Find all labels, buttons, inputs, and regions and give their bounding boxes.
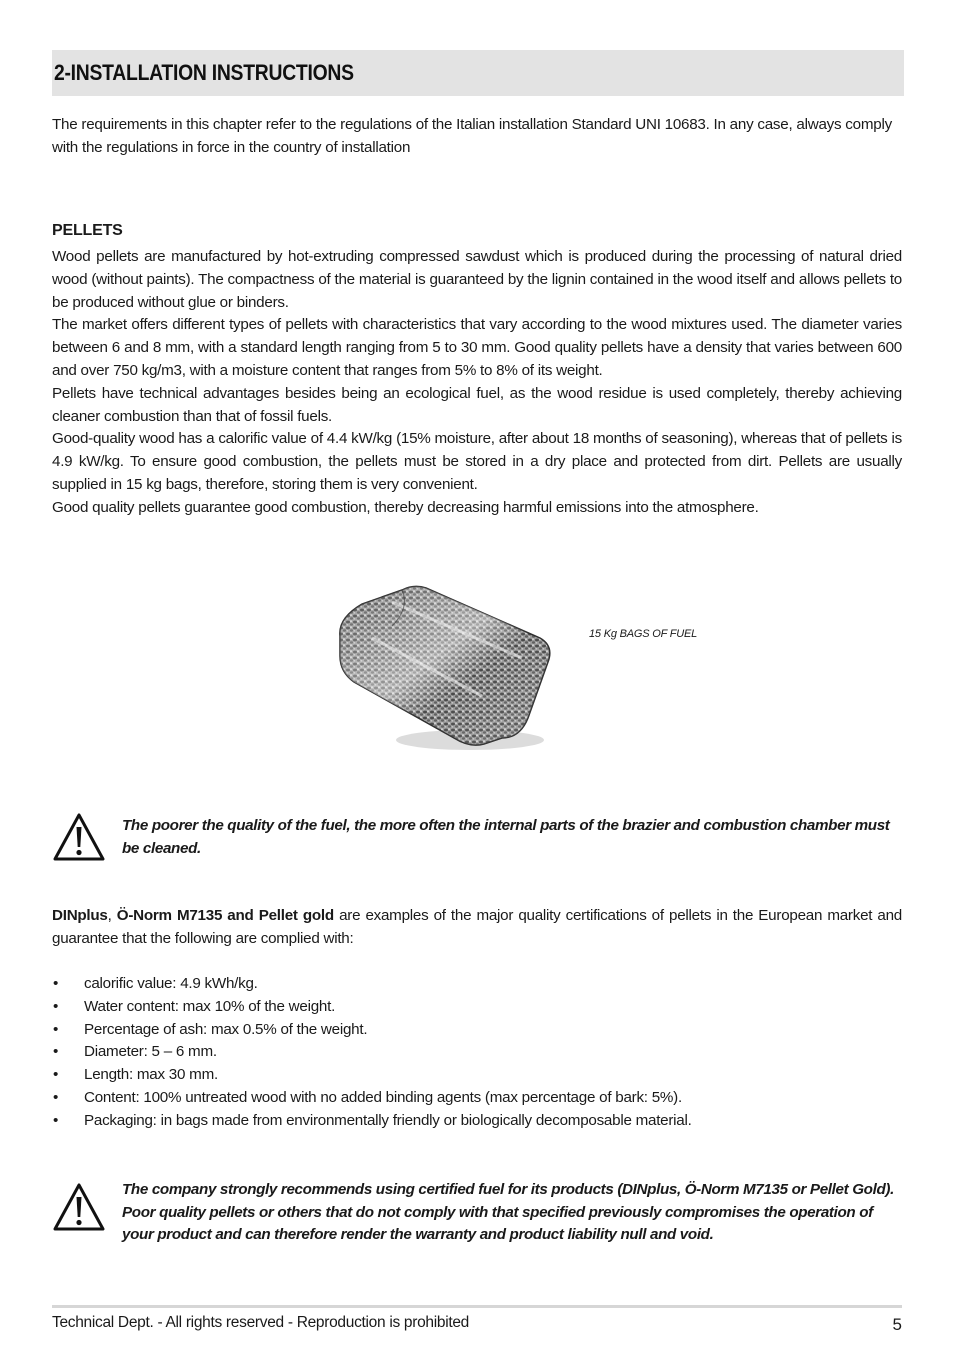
pellets-heading: PELLETS (52, 222, 123, 239)
footer-divider (52, 1305, 902, 1308)
certified-fuel-warning: The company strongly recommends using certified fuel for its products (DINplus, Ö-Norm M7135 or Pellet Gold). Poor quality pellets or others that do not comply with that specified previously compromises the operation of your product and can therefore render the warranty and product liability null and void. (122, 1181, 894, 1244)
pellets-paragraph-2: The market offers different types of pellets with characteristics that vary according to the wood mixtures used. The diameter varies between 6 and 8 mm, with a standard length ranging from 5 to 30 mm. Good quality pellets have a density that varies between 600 and over 750 kg/m3, with a moisture content that ranges from 5% to 8% of its weight. (52, 316, 902, 379)
list-item: • calorific value: 4.9 kWh/kg. (52, 973, 902, 996)
list-item: • Length: max 30 mm. (52, 1064, 902, 1087)
cert-onorm-pellet-gold: Ö-Norm M7135 and Pellet gold (116, 907, 334, 924)
requirements-list (52, 973, 902, 1133)
fuel-quality-warning: The poorer the quality of the fuel, the more often the internal parts of the brazier and combustion chamber must be cleaned. (122, 817, 890, 857)
pellets-paragraph-1: Wood pellets are manufactured by hot-extruding compressed sawdust which is produced during the processing of natural dried wood (without paints). The compactness of the material is guaranteed by the lignin contained in the wood itself and allows pellets to be produced without glue or binders. (52, 248, 902, 311)
cert-dinplus: DINplus (52, 907, 108, 924)
pellets-paragraph-4: Good-quality wood has a calorific value of 4.4 kW/kg (15% moisture, after about 18 months of seasoning), whereas that of pellets is 4.9 kW/kg. To ensure good combustion, the pellets must be stored in a dry place and protected from dirt. Pellets are usually supplied in 15 kg bags, therefore, storing them is very convenient. (52, 430, 902, 493)
list-item: • Content: 100% untreated wood with no added binding agents (max percentage of bark: 5%). (52, 1087, 902, 1110)
section-title: 2-INSTALLATION INSTRUCTIONS (54, 60, 354, 85)
certifications-paragraph (52, 905, 902, 951)
cert-description: are examples of the major quality certifications of pellets in the European market and guarantee that the following are complied with: (52, 907, 902, 947)
page-number: 5 (892, 1315, 902, 1334)
pellets-body (52, 246, 902, 520)
pellets-paragraph-5: Good quality pellets guarantee good combustion, thereby decreasing harmful emissions into the atmosphere. (52, 498, 759, 516)
list-item: • Water content: max 10% of the weight. (52, 996, 902, 1019)
list-item: • Packaging: in bags made from environmentally friendly or biologically decomposable material. (52, 1110, 902, 1133)
cert-separator: , (107, 907, 117, 924)
section-title-bar (52, 50, 904, 96)
list-item: • Percentage of ash: max 0.5% of the weight. (52, 1019, 902, 1042)
footer-copyright: Technical Dept. - All rights reserved - Reproduction is prohibited (52, 1314, 469, 1331)
pellets-paragraph-3: Pellets have technical advantages besides being an ecological fuel, as the wood residue is used completely, thereby achieving cleaner combustion than that of fossil fuels. (52, 384, 902, 425)
intro-paragraph: The requirements in this chapter refer to the regulations of the Italian installation Standard UNI 10683. In any case, always comply with the regulations in force in the country of installation (52, 116, 892, 156)
warning-triangle-icon (52, 1182, 106, 1232)
pellet-bag-image (332, 578, 577, 763)
list-item: • Diameter: 5 – 6 mm. (52, 1041, 902, 1064)
figure-caption: 15 Kg BAGS OF FUEL (589, 628, 698, 640)
warning-triangle-icon (52, 812, 106, 862)
